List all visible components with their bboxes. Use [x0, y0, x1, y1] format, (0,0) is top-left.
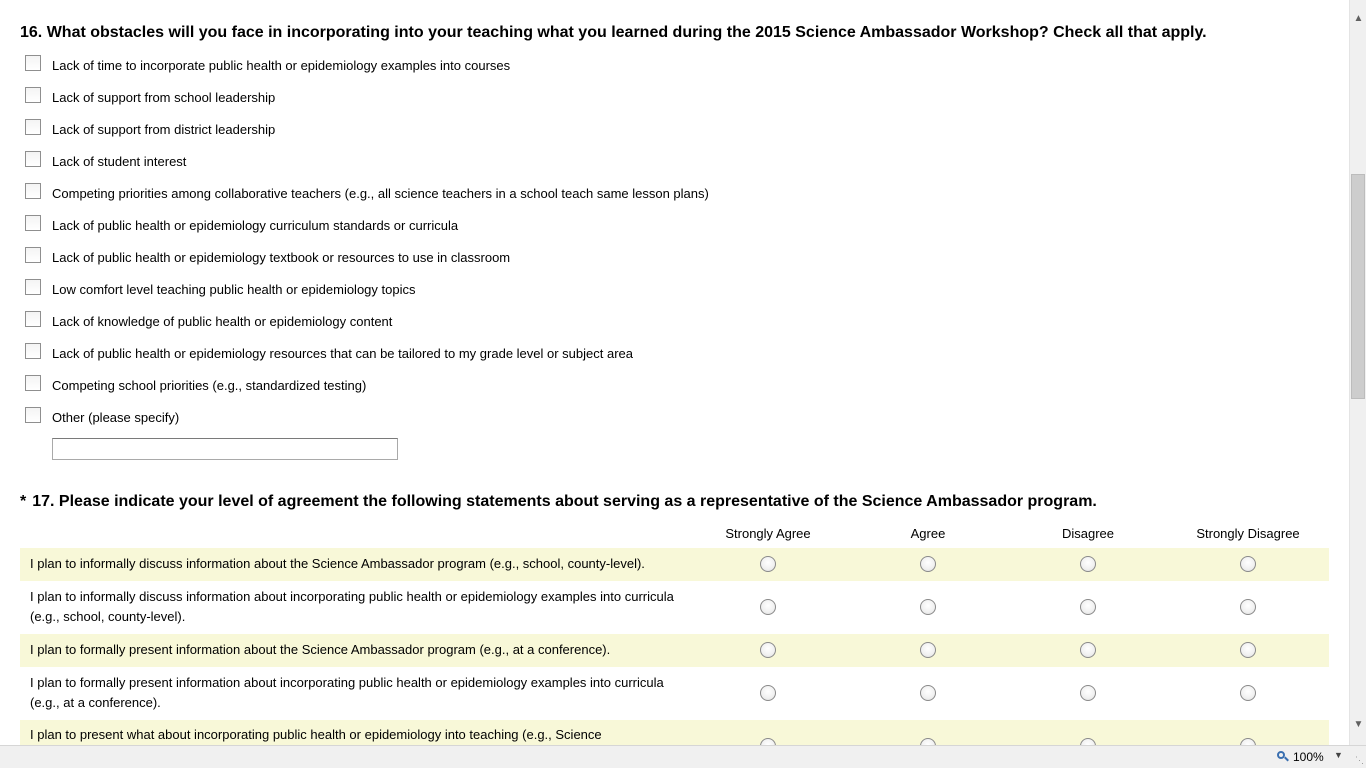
- checkbox[interactable]: [25, 247, 41, 263]
- checkbox[interactable]: [25, 375, 41, 391]
- radio-strongly-disagree[interactable]: [1240, 685, 1256, 701]
- checkbox-label[interactable]: Other (please specify): [52, 410, 180, 425]
- checkbox-option[interactable]: [25, 310, 709, 342]
- checkbox-option[interactable]: [25, 54, 709, 86]
- checkbox[interactable]: [25, 87, 41, 103]
- radio-agree[interactable]: [920, 599, 936, 615]
- magnifier-icon: [1276, 750, 1290, 764]
- other-specify-input[interactable]: [52, 438, 398, 460]
- checkbox[interactable]: [25, 215, 41, 231]
- checkbox-label[interactable]: Competing priorities among collaborative teachers (e.g., all science teachers in a school teach same lesson plans): [52, 186, 709, 201]
- scroll-up-arrow-icon[interactable]: ▲: [1353, 13, 1364, 24]
- checkbox[interactable]: [25, 183, 41, 199]
- matrix-row-label: I plan to informally discuss information about the Science Ambassador program (e.g., school, county-level).: [30, 556, 645, 571]
- radio-agree[interactable]: [920, 642, 936, 658]
- radio-strongly-disagree[interactable]: [1240, 556, 1256, 572]
- resize-grip-icon[interactable]: ⋱: [1355, 755, 1364, 765]
- checkbox-option[interactable]: [25, 214, 709, 246]
- checkbox[interactable]: [25, 279, 41, 295]
- radio-disagree[interactable]: [1080, 642, 1096, 658]
- checkbox-label[interactable]: Low comfort level teaching public health or epidemiology topics: [52, 282, 416, 297]
- checkbox-label[interactable]: Lack of public health or epidemiology curriculum standards or curricula: [52, 218, 459, 233]
- radio-disagree[interactable]: [1080, 685, 1096, 701]
- checkbox-label[interactable]: Competing school priorities (e.g., standardized testing): [52, 378, 367, 393]
- matrix-row: [20, 720, 1329, 745]
- matrix-row-label: I plan to formally present information about incorporating public health or epidemiology examples into curricula (e.g., at a conference).: [30, 675, 664, 710]
- vertical-scrollbar[interactable]: [1349, 0, 1366, 745]
- checkbox-option[interactable]: [25, 374, 709, 406]
- checkbox-label[interactable]: Lack of support from school leadership: [52, 90, 276, 105]
- checkbox-option[interactable]: [25, 278, 709, 310]
- question-16-title: 16. What obstacles will you face in incorporating into your teaching what you learned during the 2015 Science Ambassador Workshop? Check all that apply.: [20, 24, 1207, 41]
- matrix-row: [20, 581, 1329, 634]
- radio-strongly-disagree[interactable]: [1240, 738, 1256, 745]
- checkbox-option[interactable]: [25, 406, 709, 438]
- checkbox[interactable]: [25, 311, 41, 327]
- checkbox-option[interactable]: [25, 150, 709, 182]
- checkbox[interactable]: [25, 119, 41, 135]
- checkbox[interactable]: [25, 407, 41, 423]
- question-17-title: [20, 493, 1097, 511]
- checkbox-label[interactable]: Lack of public health or epidemiology textbook or resources to use in classroom: [52, 250, 511, 265]
- zoom-control[interactable]: [1276, 750, 1324, 764]
- matrix-row: [20, 548, 1329, 581]
- radio-agree[interactable]: [920, 738, 936, 745]
- question-17-title-text: 17. Please indicate your level of agreement the following statements about serving as a representative of the Science Ambassador program.: [32, 493, 1097, 510]
- radio-strongly-agree[interactable]: [760, 556, 776, 572]
- matrix-row: [20, 667, 1329, 720]
- checkbox[interactable]: [25, 151, 41, 167]
- question-16-options: [25, 54, 709, 438]
- radio-disagree[interactable]: [1080, 599, 1096, 615]
- chevron-down-icon[interactable]: ▼: [1334, 750, 1343, 760]
- checkbox-option[interactable]: [25, 246, 709, 278]
- checkbox-label[interactable]: Lack of knowledge of public health or epidemiology content: [52, 314, 393, 329]
- checkbox-label[interactable]: Lack of public health or epidemiology resources that can be tailored to my grade level or subject area: [52, 346, 633, 361]
- checkbox-label[interactable]: Lack of student interest: [52, 154, 187, 169]
- radio-strongly-disagree[interactable]: [1240, 642, 1256, 658]
- matrix-row-label: I plan to formally present information about the Science Ambassador program (e.g., at a conference).: [30, 642, 611, 657]
- zoom-level: 100%: [1293, 750, 1324, 764]
- required-marker: *: [20, 493, 27, 510]
- radio-agree[interactable]: [920, 685, 936, 701]
- status-bar: [0, 745, 1366, 768]
- column-header: Agree: [910, 526, 946, 541]
- scrollbar-thumb[interactable]: [1351, 174, 1365, 399]
- checkbox-option[interactable]: [25, 86, 709, 118]
- column-header: Strongly Agree: [725, 526, 811, 541]
- checkbox-option[interactable]: [25, 342, 709, 374]
- matrix-row-label: I plan to informally discuss information about incorporating public health or epidemiology examples into curricula (e.g., school, county-level).: [30, 589, 674, 624]
- radio-strongly-agree[interactable]: [760, 599, 776, 615]
- radio-disagree[interactable]: [1080, 738, 1096, 745]
- matrix-row: [20, 634, 1329, 667]
- radio-strongly-agree[interactable]: [760, 685, 776, 701]
- column-header: Strongly Disagree: [1196, 526, 1300, 541]
- question-17-matrix: [20, 524, 1329, 745]
- radio-disagree[interactable]: [1080, 556, 1096, 572]
- radio-strongly-agree[interactable]: [760, 738, 776, 745]
- matrix-row-label: I plan to present what about incorporating public health or epidemiology into teaching (e.g., Science: [30, 727, 602, 742]
- radio-agree[interactable]: [920, 556, 936, 572]
- checkbox-label[interactable]: Lack of time to incorporate public health or epidemiology examples into courses: [52, 58, 511, 73]
- radio-strongly-disagree[interactable]: [1240, 599, 1256, 615]
- checkbox-option[interactable]: [25, 182, 709, 214]
- checkbox[interactable]: [25, 343, 41, 359]
- matrix-body: [20, 548, 1329, 745]
- checkbox-label[interactable]: Lack of support from district leadership: [52, 122, 276, 137]
- radio-strongly-agree[interactable]: [760, 642, 776, 658]
- matrix-header: [20, 524, 1329, 548]
- checkbox[interactable]: [25, 55, 41, 71]
- scroll-down-arrow-icon[interactable]: ▼: [1353, 719, 1364, 730]
- checkbox-option[interactable]: [25, 118, 709, 150]
- column-header: Disagree: [1061, 526, 1115, 541]
